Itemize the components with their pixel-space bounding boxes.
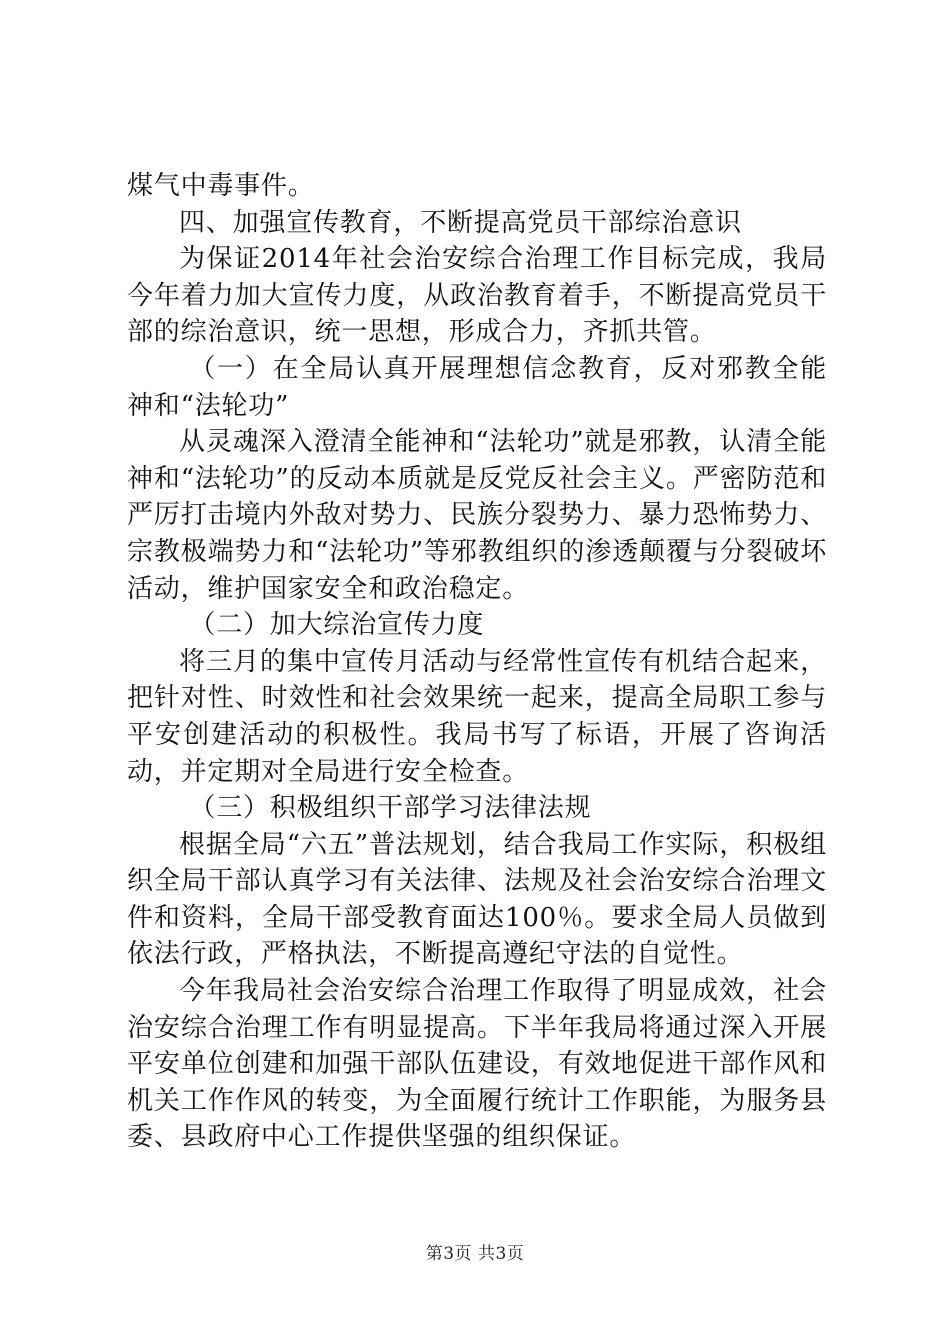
paragraph-continuation: 煤气中毒事件。 xyxy=(127,171,315,201)
section-heading-four: 四、加强宣传教育，不断提高党员干部综治意识 xyxy=(179,207,742,238)
paragraph-law-study: 根据全局“六五”普法规划，结合我局工作实际，积极组织全局干部认真学习有关法律、法规及社会治安综合治理文件和资料，全局干部受教育面达100％。要求全局人员做到依法行政，严格执法，不断提高遵纪守法的自觉性。 xyxy=(127,829,827,970)
page-footer: 第3页 共3页 xyxy=(425,1244,525,1264)
subheading-one: （一）在全局认真开展理想信念教育，反对邪教全能神和“法轮功” xyxy=(127,353,827,421)
paragraph-summary: 今年我局社会治安综合治理工作取得了明显成效，社会治安综合治理工作有明显提高。下半年我局将通过深入开展平安单位创建和加强干部队伍建设，有效地促进干部作风和机关工作作风的转变，为全面履行统计工作职能，为服务县委、县政府中心工作提供坚强的组织保证。 xyxy=(127,976,827,1153)
paragraph-publicity: 将三月的集中宣传月活动与经常性宣传有机结合起来，把针对性、时效性和社会效果统一起来，提高全局职工参与平安创建活动的积极性。我局书写了标语，开展了咨询活动，并定期对全局进行安全检查。 xyxy=(127,646,827,787)
subheading-three: （三）积极组织干部学习法律法规 xyxy=(189,793,592,824)
document-body xyxy=(127,168,827,1156)
paragraph-intro: 为保证2014年社会治安综合治理工作目标完成，我局今年着力加大宣传力度，从政治教育着手，不断提高党员干部的综治意识，统一思想，形成合力，齐抓共管。 xyxy=(127,244,827,348)
subheading-two: （二）加大综治宣传力度 xyxy=(189,610,485,641)
paragraph-ideals-education: 从灵魂深入澄清全能神和“法轮功”就是邪教，认清全能神和“法轮功”的反动本质就是反党反社会主义。严密防范和严厉打击境内外敌对势力、民族分裂势力、暴力恐怖势力、宗教极端势力和“法轮功”等邪教组织的渗透颠覆与分裂破坏活动，维护国家安全和政治稳定。 xyxy=(127,427,827,604)
